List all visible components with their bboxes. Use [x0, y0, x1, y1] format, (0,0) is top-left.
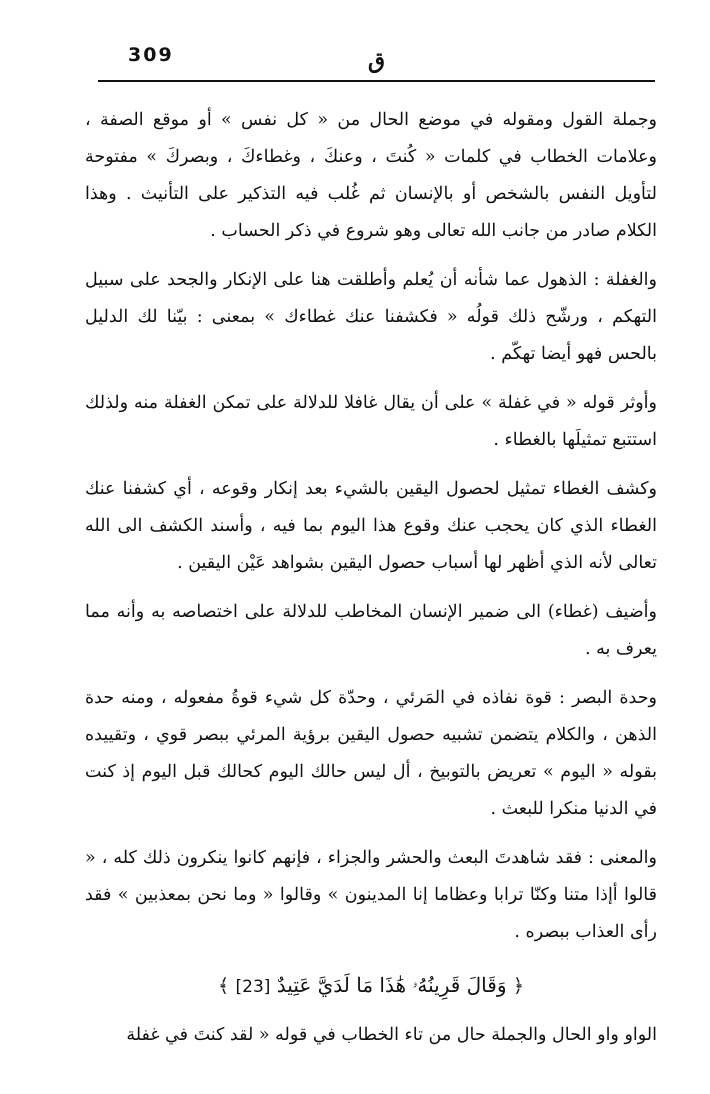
verse-close-bracket: ﴾: [218, 975, 230, 997]
final-paragraph: الواو واو الحال والجملة حال من تاء الخطاب في قوله « لقد كنتَ في غفلة: [126, 1025, 657, 1045]
paragraph: وكشف الغطاء تمثيل لحصول اليقين بالشيء بعد إنكار وقوعه ، أي كشفنا عنك الغطاء الذي كان يحجب عنك وقوع هذا اليوم بما فيه ، وأسند الكشف الى الله تعالى لأنه الذي أظهر لها أسباب حصول اليقين بشواهد عَيْن اليقين .: [85, 479, 657, 573]
paragraph: والغفلة : الذهول عما شأنه أن يُعلم وأطلقت هنا على الإنكار والجحد على سبيل التهكم ، ورشّح ذلك قولُه « فكشفنا عنك غطاءك » بمعنى : بيّنا لك الدليل بالحس فهو أيضا تهكّم .: [85, 270, 657, 364]
page-body: [85, 102, 657, 1066]
paragraph: وأضيف (غطاء) الى ضمير الإنسان المخاطب للدلالة على اختصاصه به وأنه مما يعرف به .: [85, 602, 657, 659]
running-head: ق: [368, 48, 386, 74]
page-number: 309: [128, 44, 174, 66]
paragraph: وأوثر قوله « في غفلة » على أن يقال غافلا للدلالة على تمكن الغفلة منه ولذلك استتبع تمثيلَها بالغطاء .: [85, 393, 657, 450]
verse-number: [23]: [235, 977, 271, 997]
paragraph: والمعنى : فقد شاهدتَ البعث والحشر والجزاء ، فإنهم كانوا ينكرون ذلك كله ، « قالوا أإذا متنا وكنّا ترابا وعظاما إنا المدينون » وقالوا « وما نحن بمعذبين » فقد رأى العذاب ببصره .: [85, 848, 657, 942]
quran-verse: [85, 965, 657, 1007]
page-header: [98, 38, 655, 82]
paragraph: وحدة البصر : قوة نفاذه في المَرئي ، وحدّة كل شيء قوةُ مفعوله ، ومنه حدة الذهن ، والكلام يتضمن تشبيه حصول اليقين برؤية المرئي ببصر قوي ، وتقييده بقوله « اليوم » تعريض بالتوبيخ ، أل ليس حالك اليوم كحالك قبل اليوم إذ كنت في الدنيا منكرا للبعث .: [85, 688, 657, 819]
verse-text: وَقَالَ قَرِينُهُۥ هَٰذَا مَا لَدَيَّ عَتِيدٌ: [276, 973, 507, 997]
paragraph: وجملة القول ومقوله في موضع الحال من « كل نفس » أو موقع الصفة ، وعلامات الخطاب في كلمات « كُنتَ ، وعنكَ ، وغطاءكَ ، وبصركَ » مفتوحة لتأويل النفس بالشخص أو بالإنسان ثم غُلب فيه التذكير على التأنيث . وهذا الكلام صادر من جانب الله تعالى وهو شروع في ذكر الحساب .: [85, 110, 657, 241]
verse-open-bracket: ﴿: [512, 975, 524, 997]
